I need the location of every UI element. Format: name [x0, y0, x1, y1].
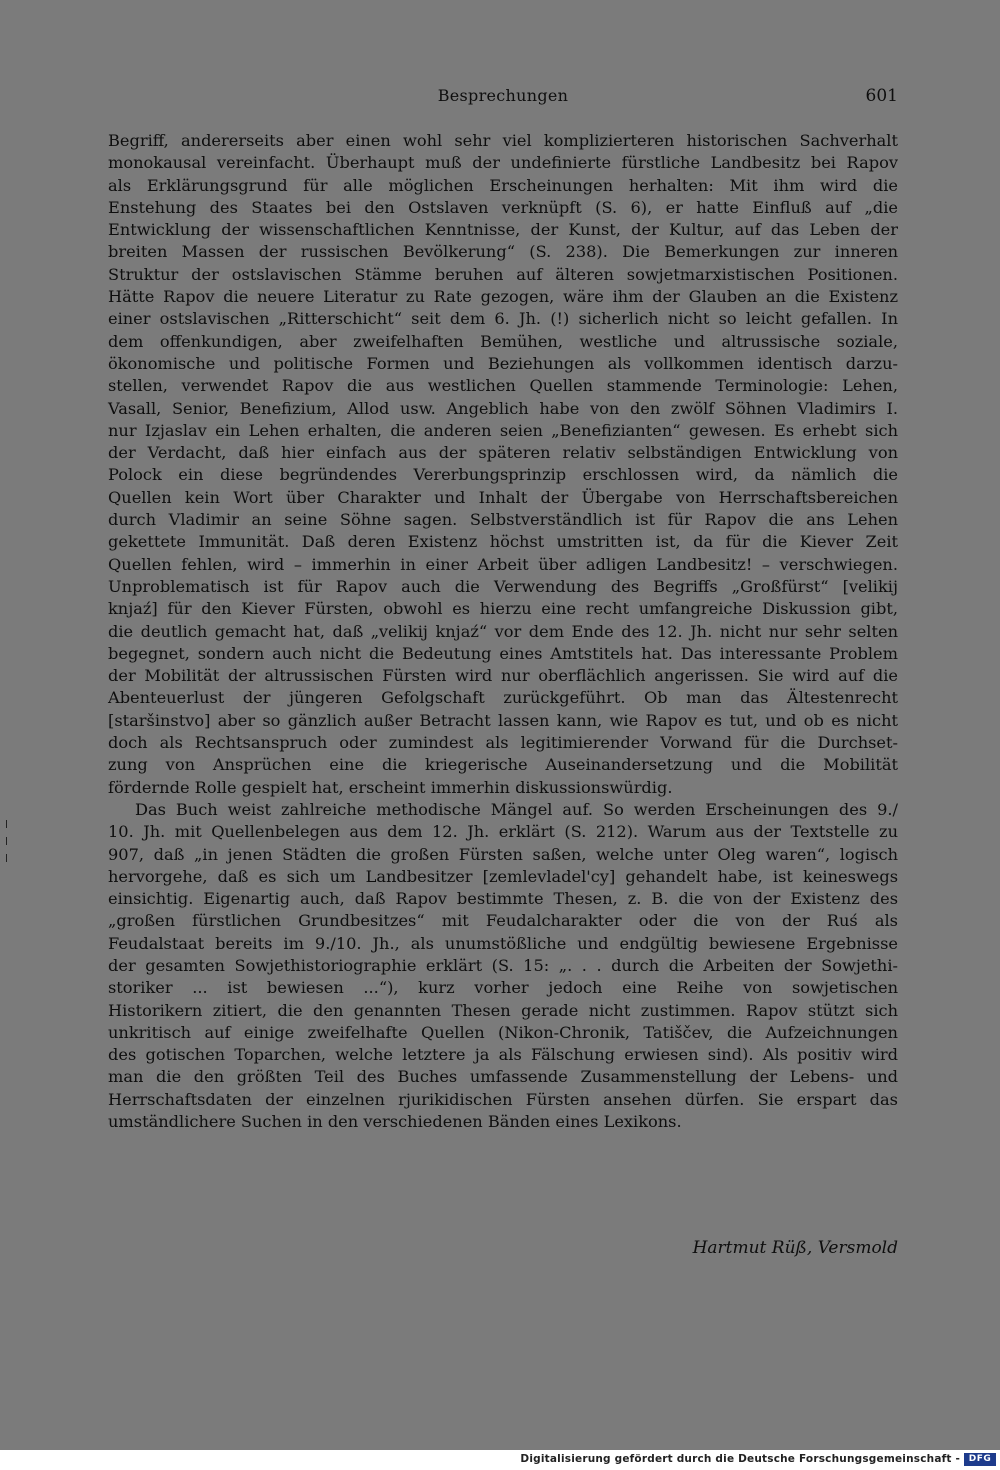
text-line: 10. Jh. mit Quellenbelegen aus dem 12. Jh. erklärt (S. 212). Warum aus der Textstelle zu [108, 822, 898, 842]
text-line: zung von Ansprüchen eine die kriegerische Auseinandersetzung und die Mobilität [108, 755, 898, 775]
text-line: der Verdacht, daß hier einfach aus der späteren relativ selbständigen Entwicklung von [108, 443, 898, 463]
text-line: der gesamten Sowjethistoriographie erklärt (S. 15: „. . . durch die Arbeiten der Sowjethi- [108, 955, 898, 975]
text-line: Abenteuerlust der jüngeren Gefolgschaft zurückgeführt. Ob man das Ältestenrecht [108, 688, 898, 708]
paragraph-end-line: umständlichere Suchen in den verschiedenen Bänden eines Lexikons. [108, 1112, 682, 1132]
text-line: ökonomische und politische Formen und Beziehungen als vollkommen identisch darzu- [108, 353, 898, 373]
running-head [108, 86, 898, 110]
text-line: als Erklärungsgrund für alle möglichen Erscheinungen herhalten: Mit ihm wird die [108, 175, 898, 195]
text-line: unkritisch auf einige zweifelhafte Quellen (Nikon-Chronik, Tatiščev, die Aufzeichnungen [108, 1022, 898, 1042]
margin-tick [6, 837, 7, 845]
margin-tick [6, 854, 7, 862]
text-line: [staršinstvo] aber so gänzlich außer Betracht lassen kann, wie Rapov es tut, und ob es nicht [108, 710, 898, 730]
footer-bar [0, 1450, 1000, 1470]
text-line: Entwicklung der wissenschaftlichen Kenntnisse, der Kunst, der Kultur, auf das Leben der [108, 220, 898, 240]
text-line: einer ostslavischen „Ritterschicht“ seit dem 6. Jh. (!) sicherlich nicht so leicht gefallen. In [108, 309, 898, 329]
text-line: man die den größten Teil des Buches umfassende Zusammenstellung der Lebens- und [108, 1067, 898, 1087]
text-line: doch als Rechtsanspruch oder zumindest als legitimierender Vorwand für die Durchset- [108, 733, 898, 753]
text-line: Struktur der ostslavischen Stämme beruhen auf älteren sowjetmarxistischen Positionen. [108, 264, 898, 284]
text-line: Quellen kein Wort über Charakter und Inhalt der Übergabe von Herrschaftsbereichen [108, 487, 898, 507]
text-line: begegnet, sondern auch nicht die Bedeutung eines Amtstitels hat. Das interessante Problem [108, 643, 898, 663]
text-line: dem offenkundigen, aber zweifelhaften Bemühen, westliche und altrussische soziale, [108, 331, 898, 351]
page-number: 601 [865, 86, 898, 106]
text-line: des gotischen Toparchen, welche letztere ja als Fälschung erwiesen sind). Als positiv wird [108, 1045, 898, 1065]
text-line: breiten Massen der russischen Bevölkerung“ (S. 238). Die Bemerkungen zur inneren [108, 242, 898, 262]
text-line: Vasall, Senior, Benefizium, Allod usw. Angeblich habe von den zwölf Söhnen Vladimirs I. [108, 398, 898, 418]
text-line: monokausal vereinfacht. Überhaupt muß der undefinierte fürstliche Landbesitz bei Rapov [108, 153, 898, 173]
text-line: Polock ein diese begründendes Vererbungsprinzip erschlossen wird, da nämlich die [108, 465, 898, 485]
text-line: Unproblematisch ist für Rapov auch die Verwendung des Begriffs „Großfürst“ [velikij [108, 576, 898, 596]
running-title: Besprechungen [437, 86, 569, 105]
text-line: stellen, verwendet Rapov die aus westlichen Quellen stammende Terminologie: Lehen, [108, 376, 898, 396]
dfg-logo-icon: DFG [964, 1453, 996, 1466]
text-line: Historikern zitiert, die den genannten Thesen gerade nicht zustimmen. Rapov stützt sich [108, 1000, 898, 1020]
review-signature: Hartmut Rüß, Versmold [692, 1238, 898, 1258]
text-line: durch Vladimir an seine Söhne sagen. Selbstverständlich ist für Rapov die ans Lehen [108, 510, 898, 530]
text-line: Begriff, andererseits aber einen wohl sehr viel komplizierteren historischen Sachverhalt [108, 131, 898, 150]
text-line: Enstehung des Staates bei den Ostslaven verknüpft (S. 6), er hatte Einfluß auf „die [108, 197, 898, 217]
text-line: knjaź] für den Kiever Fürsten, obwohl es hierzu eine recht umfangreiche Diskussion gibt, [108, 599, 898, 619]
text-line: Quellen fehlen, wird – immerhin in einer Arbeit über adligen Landbesitz! – verschwiegen. [108, 554, 898, 574]
text-line: Herrschaftsdaten der einzelnen rjurikidischen Fürsten ansehen dürfen. Sie erspart das [108, 1089, 898, 1109]
text-line: „großen fürstlichen Grundbesitzes“ mit Feudalcharakter oder die von der Ruś als [108, 911, 898, 931]
review-body-text [108, 130, 898, 1133]
text-line: einsichtig. Eigenartig auch, daß Rapov bestimmte Thesen, z. B. die von der Existenz des [108, 889, 898, 909]
funding-notice: Digitalisierung gefördert durch die Deutsche Forschungsgemeinschaft - [520, 1453, 960, 1465]
text-line: nur Izjaslav ein Lehen erhalten, die anderen seien „Benefizianten“ gewesen. Es erhebt sich [108, 420, 898, 440]
text-line: Feudalstaat bereits im 9./10. Jh., als unumstößliche und endgültig bewiesene Ergebnisse [108, 933, 898, 953]
text-line: gekettete Immunität. Daß deren Existenz höchst umstritten ist, da für die Kiever Zeit [108, 532, 898, 552]
margin-tick [6, 820, 7, 828]
margin-marks [6, 820, 10, 880]
text-line: Hätte Rapov die neuere Literatur zu Rate gezogen, wäre ihm der Glauben an die Existenz [108, 287, 898, 307]
text-line: der Mobilität der altrussischen Fürsten wird nur oberflächlich angerissen. Sie wird auf die [108, 666, 898, 686]
text-line: die deutlich gemacht hat, daß „velikij knjaź“ vor dem Ende des 12. Jh. nicht nur sehr selten [108, 621, 898, 641]
text-line: storiker ... ist bewiesen ...“), kurz vorher jedoch eine Reihe von sowjetischen [108, 978, 898, 998]
text-line: 907, daß „in jenen Städten die großen Fürsten saßen, welche unter Oleg waren“, logisch [108, 844, 898, 864]
paragraph-start-line: Das Buch weist zahlreiche methodische Mängel auf. So werden Erscheinungen des 9./ [135, 799, 898, 819]
text-line: hervorgehe, daß es sich um Landbesitzer [zemlevladel'cy] gehandelt habe, ist keineswegs [108, 866, 898, 886]
paragraph-end-line: fördernde Rolle gespielt hat, erscheint immerhin diskussionswürdig. [108, 777, 673, 797]
